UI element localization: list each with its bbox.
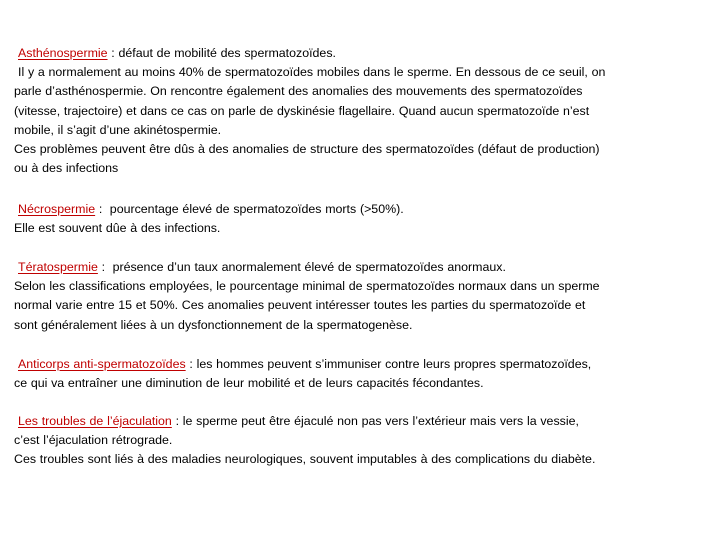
section-heading-line (14, 412, 706, 431)
section-teratospermie (14, 258, 706, 335)
term-asthenospermie: Asthénospermie (18, 46, 108, 60)
section-line: Il y a normalement au moins 40% de spermatozoïdes mobiles dans le sperme. En dessous de ce seuil, on (18, 65, 606, 80)
section-anticorps (14, 355, 706, 393)
section-line: Elle est souvent dûe à des infections. (14, 221, 221, 236)
section-line: (vitesse, trajectoire) et dans ce cas on parle de dyskinésie flagellaire. Quand aucun spermatozoïde n’est (14, 103, 590, 118)
section-line: normal varie entre 15 et 50%. Ces anomalies peuvent intéresser toutes les parties du spermatozoïde et (14, 298, 586, 313)
section-line: Ces problèmes peuvent être dûs à des anomalies de structure des spermatozoïdes (défaut de production) (14, 142, 600, 157)
section-line: parle d’asthénospermie. On rencontre également des anomalies des mouvements des spermatozoïdes (14, 84, 583, 99)
section-line: Ces troubles sont liés à des maladies neurologiques, souvent imputables à des complications du diabète. (14, 452, 596, 467)
term-necrospermie: Nécrospermie (18, 202, 96, 216)
term-teratospermie: Tératospermie (18, 260, 98, 274)
term-separator: : (171, 414, 183, 428)
term-separator: : (107, 46, 119, 60)
section-line: défaut de mobilité des spermatozoïdes. (118, 46, 336, 60)
section-line: pourcentage élevé de spermatozoïdes morts (>50%). (109, 202, 404, 216)
section-line: les hommes peuvent s’immuniser contre leurs propres spermatozoïdes, (196, 357, 592, 371)
section-line: mobile, il s’agit d’une akinétospermie. (14, 122, 222, 137)
term-separator: : (95, 202, 110, 216)
section-heading-line (14, 44, 706, 63)
section-asthenospermie (14, 44, 706, 178)
section-necrospermie (14, 200, 706, 238)
section-heading-line (14, 258, 706, 277)
section-line: ou à des infections (14, 161, 119, 176)
section-line: ce qui va entraîner une diminution de leur mobilité et de leurs capacités fécondantes. (14, 376, 484, 391)
term-separator: : (97, 260, 113, 274)
term-anticorps: Anticorps anti-spermatozoïdes (18, 357, 186, 371)
section-line: le sperme peut être éjaculé non pas vers l’extérieur mais vers la vessie, (182, 414, 579, 428)
section-troubles-ejaculation (14, 412, 706, 470)
section-heading-line (14, 355, 706, 374)
section-line: sont généralement liées à un dysfonctionnement de la spermatogenèse. (14, 317, 413, 332)
section-line: Selon les classifications employées, le pourcentage minimal de spermatozoïdes normaux dans un sperme (14, 279, 600, 294)
section-line: c’est l’éjaculation rétrograde. (14, 433, 173, 448)
section-line: présence d’un taux anormalement élevé de spermatozoïdes anormaux. (112, 260, 506, 274)
term-separator: : (185, 357, 197, 371)
term-troubles-ejaculation: Les troubles de l’éjaculation (18, 414, 172, 428)
section-heading-line (14, 200, 706, 219)
